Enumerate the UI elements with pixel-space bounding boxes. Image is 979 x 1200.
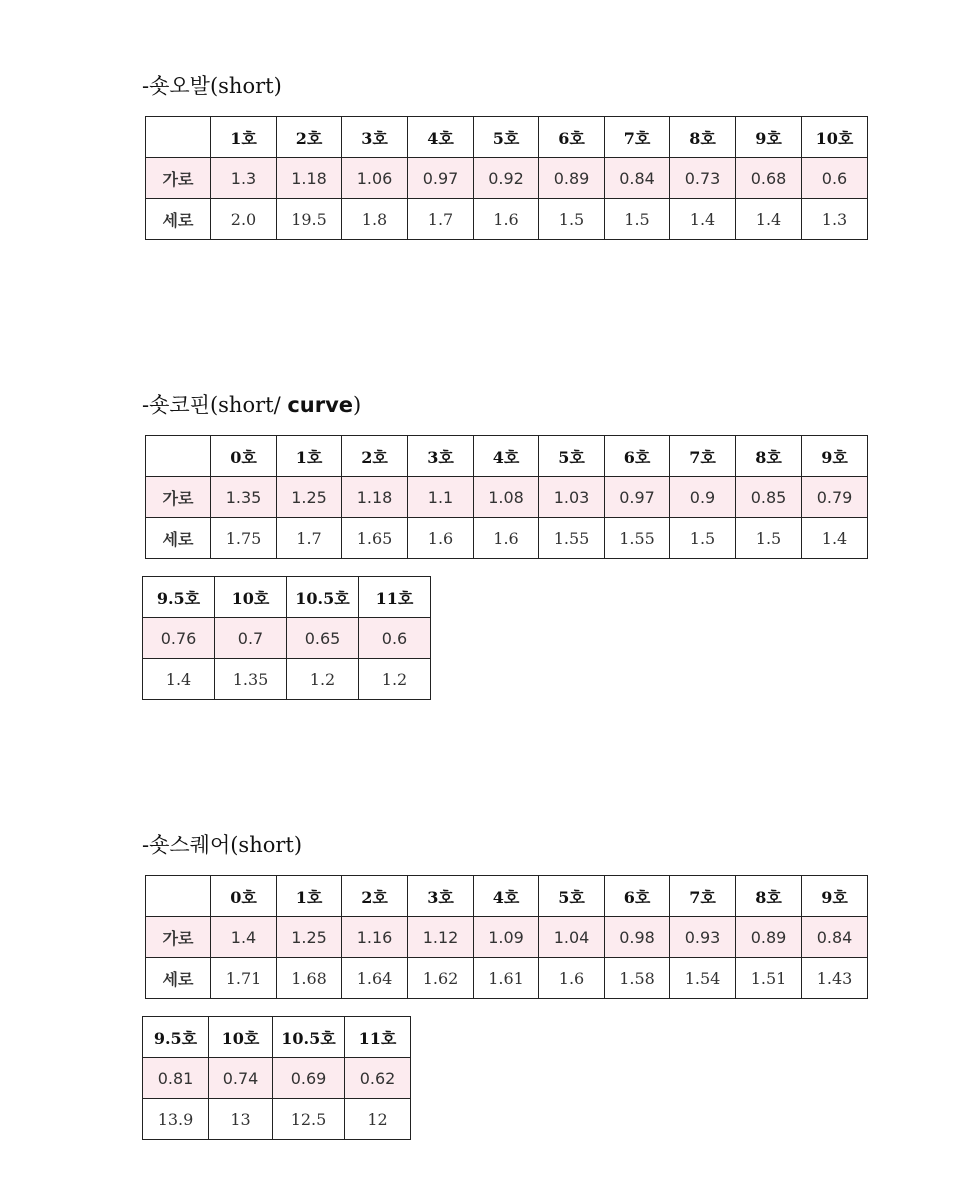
height-row [146, 518, 868, 559]
width-cell: 0.84 [605, 158, 670, 199]
section2-size-table [145, 435, 868, 559]
width-cell: 0.98 [605, 917, 670, 958]
size-header: 4호 [408, 117, 474, 158]
width-cell: 0.92 [474, 158, 539, 199]
height-cell: 1.68 [277, 958, 342, 999]
row-label-width: 가로 [146, 477, 211, 518]
height-cell: 1.7 [408, 199, 474, 240]
size-header: 0호 [211, 876, 277, 917]
size-header: 10호 [209, 1017, 273, 1058]
width-cell: 0.85 [736, 477, 802, 518]
width-cell: 1.18 [277, 158, 342, 199]
size-header: 0호 [211, 436, 277, 477]
size-header: 3호 [342, 117, 408, 158]
height-cell: 1.62 [408, 958, 474, 999]
section2-title-bold: curve [287, 393, 354, 417]
height-cell: 1.7 [277, 518, 342, 559]
section2-title [142, 392, 361, 418]
width-cell: 1.4 [211, 917, 277, 958]
corner-cell [146, 117, 211, 158]
height-cell: 1.54 [670, 958, 736, 999]
height-cell: 1.75 [211, 518, 277, 559]
width-cell: 0.93 [670, 917, 736, 958]
size-header: 3호 [408, 876, 474, 917]
size-header: 9.5호 [143, 1017, 209, 1058]
width-cell: 0.65 [287, 618, 359, 659]
height-cell: 1.6 [539, 958, 605, 999]
height-cell: 1.61 [474, 958, 539, 999]
size-header: 8호 [736, 436, 802, 477]
width-cell: 0.79 [802, 477, 868, 518]
size-header: 10.5호 [273, 1017, 345, 1058]
corner-cell [146, 436, 211, 477]
width-cell: 1.3 [211, 158, 277, 199]
section2-extra-table [142, 576, 431, 700]
row-label-height: 세로 [146, 958, 211, 999]
width-cell: 0.97 [408, 158, 474, 199]
width-cell: 0.89 [539, 158, 605, 199]
height-cell: 1.4 [736, 199, 802, 240]
width-cell: 1.25 [277, 477, 342, 518]
size-header: 7호 [670, 436, 736, 477]
height-cell: 1.43 [802, 958, 868, 999]
size-header: 5호 [474, 117, 539, 158]
width-cell: 1.18 [342, 477, 408, 518]
table-header-row [146, 876, 868, 917]
height-cell: 13.9 [143, 1099, 209, 1140]
width-cell: 0.6 [802, 158, 868, 199]
width-row [146, 917, 868, 958]
height-cell: 1.2 [287, 659, 359, 700]
size-header: 1호 [211, 117, 277, 158]
width-cell: 1.04 [539, 917, 605, 958]
height-cell: 1.51 [736, 958, 802, 999]
corner-cell [146, 876, 211, 917]
height-cell: 1.5 [670, 518, 736, 559]
size-header: 2호 [342, 436, 408, 477]
width-row [143, 1058, 411, 1099]
table-header-row [146, 117, 868, 158]
height-cell: 13 [209, 1099, 273, 1140]
section3-title: -숏스퀘어(short) [142, 833, 303, 857]
size-header: 8호 [736, 876, 802, 917]
height-cell: 1.35 [215, 659, 287, 700]
width-row [146, 477, 868, 518]
height-cell: 1.55 [539, 518, 605, 559]
table-header-row [143, 1017, 411, 1058]
width-cell: 0.9 [670, 477, 736, 518]
table-header-row [146, 436, 868, 477]
width-cell: 0.69 [273, 1058, 345, 1099]
width-row [146, 158, 868, 199]
width-cell: 0.74 [209, 1058, 273, 1099]
height-cell: 1.3 [802, 199, 868, 240]
section3-extra-table [142, 1016, 411, 1140]
size-header: 1호 [277, 876, 342, 917]
height-cell: 1.71 [211, 958, 277, 999]
size-header: 4호 [474, 436, 539, 477]
width-cell: 1.35 [211, 477, 277, 518]
section3-size-table [145, 875, 868, 999]
height-cell: 1.58 [605, 958, 670, 999]
section1-size-table [145, 116, 868, 240]
size-header: 10.5호 [287, 577, 359, 618]
size-header: 10호 [802, 117, 868, 158]
size-header: 1호 [277, 436, 342, 477]
width-cell: 0.6 [359, 618, 431, 659]
section2-title-suffix: ) [353, 393, 362, 417]
height-cell: 1.5 [736, 518, 802, 559]
height-row [146, 958, 868, 999]
size-header: 9호 [802, 436, 868, 477]
width-cell: 0.84 [802, 917, 868, 958]
width-cell: 0.97 [605, 477, 670, 518]
height-cell: 1.64 [342, 958, 408, 999]
width-cell: 1.06 [342, 158, 408, 199]
width-cell: 0.73 [670, 158, 736, 199]
size-header: 5호 [539, 876, 605, 917]
size-header: 11호 [359, 577, 431, 618]
height-cell: 1.55 [605, 518, 670, 559]
size-header: 8호 [670, 117, 736, 158]
section1-title: -숏오발(short) [142, 74, 282, 98]
size-header: 7호 [605, 117, 670, 158]
size-header: 5호 [539, 436, 605, 477]
height-cell: 1.4 [670, 199, 736, 240]
height-cell: 1.4 [802, 518, 868, 559]
width-cell: 1.1 [408, 477, 474, 518]
height-cell: 1.8 [342, 199, 408, 240]
size-header: 11호 [345, 1017, 411, 1058]
width-cell: 0.89 [736, 917, 802, 958]
row-label-height: 세로 [146, 199, 211, 240]
height-cell: 1.6 [474, 199, 539, 240]
size-header: 2호 [277, 117, 342, 158]
width-cell: 0.7 [215, 618, 287, 659]
size-header: 9호 [736, 117, 802, 158]
height-cell: 1.2 [359, 659, 431, 700]
section2-title-prefix: -숏코핀(short/ [142, 393, 288, 417]
size-header: 9호 [802, 876, 868, 917]
height-row [143, 1099, 411, 1140]
row-label-height: 세로 [146, 518, 211, 559]
row-label-width: 가로 [146, 917, 211, 958]
width-cell: 1.08 [474, 477, 539, 518]
table-header-row [143, 577, 431, 618]
width-cell: 0.68 [736, 158, 802, 199]
size-header: 4호 [474, 876, 539, 917]
width-cell: 1.09 [474, 917, 539, 958]
width-cell: 0.81 [143, 1058, 209, 1099]
height-cell: 12 [345, 1099, 411, 1140]
size-header: 6호 [605, 436, 670, 477]
height-cell: 1.6 [408, 518, 474, 559]
height-row [143, 659, 431, 700]
size-header: 7호 [670, 876, 736, 917]
width-cell: 1.25 [277, 917, 342, 958]
height-cell: 1.65 [342, 518, 408, 559]
width-cell: 1.12 [408, 917, 474, 958]
height-cell: 1.6 [474, 518, 539, 559]
width-cell: 0.76 [143, 618, 215, 659]
size-header: 3호 [408, 436, 474, 477]
size-header: 6호 [539, 117, 605, 158]
row-label-width: 가로 [146, 158, 211, 199]
size-header: 9.5호 [143, 577, 215, 618]
height-row [146, 199, 868, 240]
width-cell: 1.16 [342, 917, 408, 958]
height-cell: 1.5 [605, 199, 670, 240]
width-row [143, 618, 431, 659]
width-cell: 1.03 [539, 477, 605, 518]
height-cell: 12.5 [273, 1099, 345, 1140]
size-header: 2호 [342, 876, 408, 917]
height-cell: 1.5 [539, 199, 605, 240]
width-cell: 0.62 [345, 1058, 411, 1099]
size-header: 6호 [605, 876, 670, 917]
height-cell: 2.0 [211, 199, 277, 240]
size-header: 10호 [215, 577, 287, 618]
height-cell: 1.4 [143, 659, 215, 700]
height-cell: 19.5 [277, 199, 342, 240]
